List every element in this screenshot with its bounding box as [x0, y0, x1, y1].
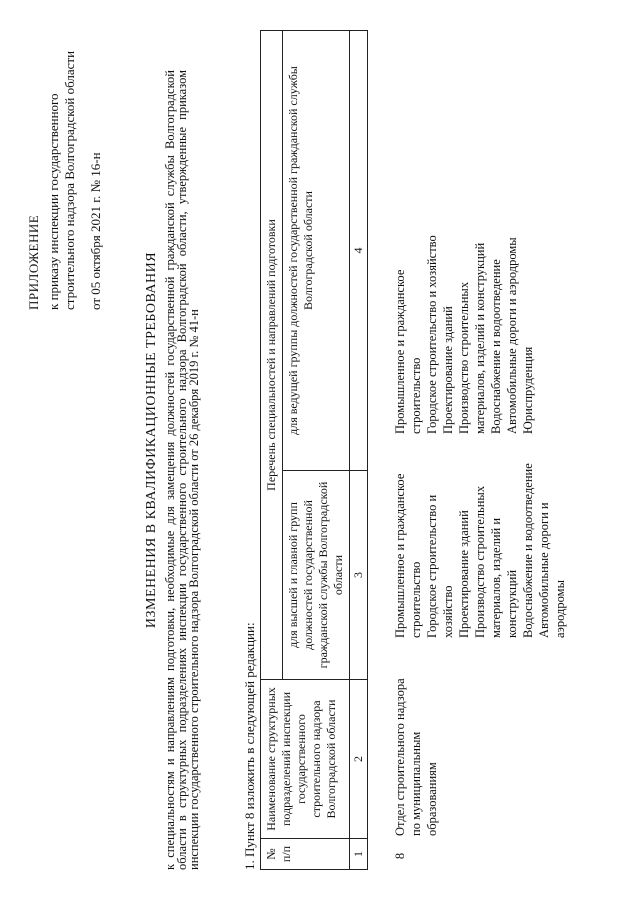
list-item: Городское строительство и хозяйство [425, 235, 439, 434]
header-higher: для высшей и главной групп должностей государственной гражданской службы Волгоградской области [283, 471, 350, 680]
list-item: Водоснабжение и водоотведение [521, 463, 535, 638]
appendix-line-2: строительного надзора Волгоградской области [62, 50, 77, 310]
header-num: № п/п [261, 839, 350, 870]
header-division: Наименование структурных подразделений инспекции государственного строительного надзора Волгоградской области [261, 680, 350, 839]
appendix-title: ПРИЛОЖЕНИЕ [26, 214, 41, 310]
point-text: 1. Пункт 8 изложить в следующей редакции: [242, 622, 257, 870]
list-item: Городское строительство и хозяйство [425, 494, 455, 638]
col-number-1: 1 [350, 839, 368, 870]
list-item: Автомобильные дороги и аэродромы [537, 502, 567, 638]
header-group: Перечень специальностей и направлений подготовки [261, 31, 283, 680]
appendix-date: от 05 октября 2021 г. № 16-н [88, 152, 103, 310]
specialties-higher-list [392, 448, 568, 638]
col-number-2: 2 [350, 680, 368, 839]
appendix-block [26, 20, 104, 310]
row-division-name: Отдел строительного надзора по муниципальным образованиям [393, 678, 439, 836]
requirements-table [260, 30, 368, 870]
list-item: Юриспруденция [521, 346, 535, 434]
col-number-3: 3 [350, 471, 368, 680]
table-header-row [261, 31, 283, 870]
appendix-line-1: к приказу инспекции государственного [46, 93, 61, 310]
table-number-row [350, 31, 368, 870]
row-number: 8 [393, 852, 407, 860]
list-item: Производство строительных материалов, изделий и конструкций [457, 242, 487, 434]
rotated-page [20, 20, 620, 880]
list-item: Водоснабжение и водоотведение [489, 259, 503, 434]
list-item: Производство строительных материалов, изделий и конструкций [473, 485, 519, 638]
col-number-4: 4 [350, 31, 368, 471]
list-item: Промышленное и гражданское строительство [393, 269, 423, 434]
header-leading: для ведущей группы должностей государственной гражданской службы Волгоградской области [283, 31, 350, 471]
document-title: ИЗМЕНЕНИЯ В КВАЛИФИКАЦИОННЫЕ ТРЕБОВАНИЯ [144, 251, 159, 629]
specialties-leading-list [392, 234, 536, 434]
list-item: Промышленное и гражданское строительство [393, 473, 423, 638]
list-item: Проектирование зданий [457, 510, 471, 638]
list-item: Проектирование зданий [441, 306, 455, 434]
document-intro: к специальностям и направлениям подготовки, необходимые для замещения должностей государственной гражданской службы Волгоградской области в структурных подразделениях инспекции государственного строительного надзора Волгоградской области, утвержденные приказом инспекции государственного строительного надзора Волгоградской области от 26 декабря 2019 г. № 41-н [163, 70, 201, 870]
list-item: Автомобильные дороги и аэродромы [505, 237, 519, 434]
